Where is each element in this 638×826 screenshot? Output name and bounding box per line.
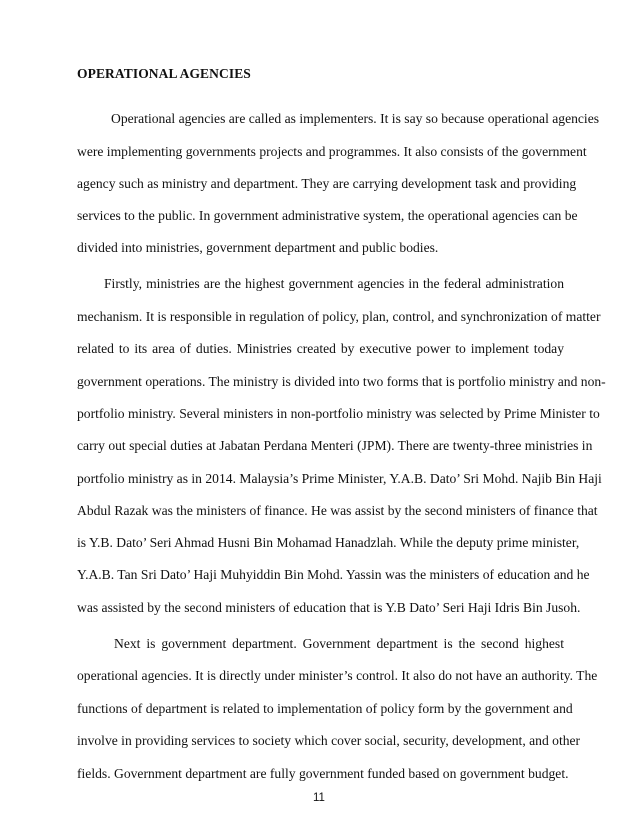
- paragraph-line: Operational agencies are called as implementers. It is say so because operational agencies: [111, 111, 600, 126]
- paragraph-line: Y.A.B. Tan Sri Dato’ Haji Muhyiddin Bin Mohd. Yassin was the ministers of education and he: [77, 567, 590, 582]
- paragraph-line: were implementing governments projects and programmes. It also consists of the government: [77, 144, 587, 159]
- paragraph-line: carry out special duties at Jabatan Perdana Menteri (JPM). There are twenty-three ministries in: [77, 438, 593, 453]
- section-heading: OPERATIONAL AGENCIES: [77, 66, 251, 81]
- paragraph-line: Next is government department. Government department is the second highest: [114, 636, 564, 651]
- paragraph-line: portfolio ministry. Several ministers in non-portfolio ministry was selected by Prime Minister to: [77, 406, 600, 421]
- paragraph-line: government operations. The ministry is divided into two forms that is portfolio ministry and non-: [77, 374, 606, 389]
- paragraph-line: functions of department is related to implementation of policy form by the government and: [77, 701, 573, 716]
- paragraph-line: fields. Government department are fully government funded based on government budget.: [77, 766, 569, 781]
- paragraph-line: Abdul Razak was the ministers of finance. He was assist by the second ministers of finance that: [77, 503, 598, 518]
- paragraph-line: was assisted by the second ministers of education that is Y.B Dato’ Seri Haji Idris Bin Jusoh.: [77, 600, 581, 615]
- paragraph-line: related to its area of duties. Ministries created by executive power to implement today: [77, 341, 564, 356]
- paragraph-line: services to the public. In government administrative system, the operational agencies can be: [77, 208, 578, 223]
- paragraph-line: agency such as ministry and department. They are carrying development task and providing: [77, 176, 577, 191]
- paragraph-line: involve in providing services to society which cover social, security, development, and other: [77, 733, 581, 748]
- page-number: 11: [313, 792, 325, 804]
- paragraph-line: divided into ministries, government department and public bodies.: [77, 240, 439, 255]
- paragraph-line: mechanism. It is responsible in regulation of policy, plan, control, and synchronization of matter: [77, 309, 601, 324]
- paragraph-line: Firstly, ministries are the highest government agencies in the federal administration: [104, 276, 564, 291]
- paragraph-line: portfolio ministry as in 2014. Malaysia’s Prime Minister, Y.A.B. Dato’ Sri Mohd. Najib Bin Haji: [77, 471, 602, 486]
- paragraph-line: is Y.B. Dato’ Seri Ahmad Husni Bin Mohamad Hanadzlah. While the deputy prime minister,: [77, 535, 580, 550]
- paragraph-line: operational agencies. It is directly under minister’s control. It also do not have an authority. The: [77, 668, 598, 683]
